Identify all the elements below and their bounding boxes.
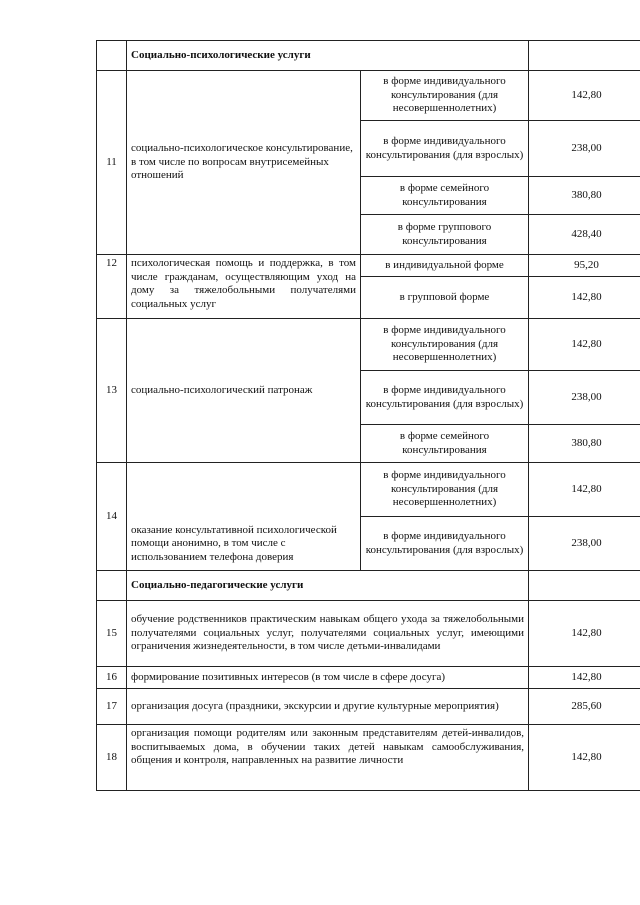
- service-form: в групповой форме: [361, 277, 529, 319]
- service-price: 142,80: [529, 667, 640, 689]
- service-form: в форме индивидуального консультирования (для взрослых): [361, 121, 529, 177]
- section-header-row: [97, 571, 640, 601]
- service-name: обучение родственников практическим навыкам общего ухода за тяжелобольными получателями социальных услуг, получателями социальных услуг, имеющими ограничения жизнедеятельности, в том числе детьми-инвалидами: [127, 601, 529, 667]
- table-row: [97, 255, 640, 277]
- section-title-ped: Социально-педагогические услуги: [127, 571, 529, 601]
- row-number: 12: [97, 255, 127, 319]
- tariff-table: [96, 40, 640, 791]
- service-form: в индивидуальной форме: [361, 255, 529, 277]
- service-price: 142,80: [529, 601, 640, 667]
- table-cell: [529, 571, 640, 601]
- row-number: 13: [97, 319, 127, 463]
- service-name: организация помощи родителям или законным представителям детей-инвалидов, воспитываемых дома, в обучении таких детей навыкам самообслуживания, общения и контроля, направленных на развитие личности: [127, 725, 529, 791]
- table-row: [97, 601, 640, 667]
- service-name: психологическая помощь и поддержка, в том числе гражданам, осуществляющим уход на дому за тяжелобольными получателями социальных услуг: [127, 255, 361, 319]
- service-price: 142,80: [529, 71, 640, 121]
- service-price: 238,00: [529, 371, 640, 425]
- service-name: организация досуга (праздники, экскурсии и другие культурные мероприятия): [127, 689, 529, 725]
- service-name: социально-психологическое консультирование, в том числе по вопросам внутрисемейных отношений: [127, 71, 361, 255]
- service-price: 142,80: [529, 319, 640, 371]
- table-cell: [97, 571, 127, 601]
- table-cell: [529, 41, 640, 71]
- service-form: в форме индивидуального консультирования (для несовершеннолетних): [361, 319, 529, 371]
- service-name: формирование позитивных интересов (в том числе в сфере досуга): [127, 667, 529, 689]
- row-number: 18: [97, 725, 127, 791]
- service-price: 428,40: [529, 215, 640, 255]
- service-form: в форме индивидуального консультирования (для несовершеннолетних): [361, 463, 529, 517]
- service-price: 142,80: [529, 725, 640, 791]
- service-form: в форме семейного консультирования: [361, 177, 529, 215]
- table-row: [97, 71, 640, 121]
- service-price: 380,80: [529, 177, 640, 215]
- service-price: 285,60: [529, 689, 640, 725]
- service-name: социально-психологический патронаж: [127, 319, 361, 463]
- table-cell: [97, 41, 127, 71]
- section-header-row: [97, 41, 640, 71]
- service-price: 95,20: [529, 255, 640, 277]
- row-number: 17: [97, 689, 127, 725]
- service-price: 380,80: [529, 425, 640, 463]
- service-price: 142,80: [529, 277, 640, 319]
- table-row: [97, 689, 640, 725]
- service-form: в форме индивидуального консультирования (для несовершеннолетних): [361, 71, 529, 121]
- table-row: [97, 463, 640, 517]
- service-form: в форме группового консультирования: [361, 215, 529, 255]
- row-number: 15: [97, 601, 127, 667]
- table-row: [97, 319, 640, 371]
- row-number: 16: [97, 667, 127, 689]
- service-form: в форме семейного консультирования: [361, 425, 529, 463]
- table-row: [97, 725, 640, 791]
- service-form: в форме индивидуального консультирования (для взрослых): [361, 517, 529, 571]
- service-price: 238,00: [529, 121, 640, 177]
- service-price: 238,00: [529, 517, 640, 571]
- row-number: 11: [97, 71, 127, 255]
- service-price: 142,80: [529, 463, 640, 517]
- table-row: [97, 667, 640, 689]
- service-form: в форме индивидуального консультирования (для взрослых): [361, 371, 529, 425]
- section-title-psych: Социально-психологические услуги: [127, 41, 529, 71]
- row-number: 14: [97, 463, 127, 571]
- service-name: оказание консультативной психологической помощи анонимно, в том числе с использованием телефона доверия: [127, 463, 361, 571]
